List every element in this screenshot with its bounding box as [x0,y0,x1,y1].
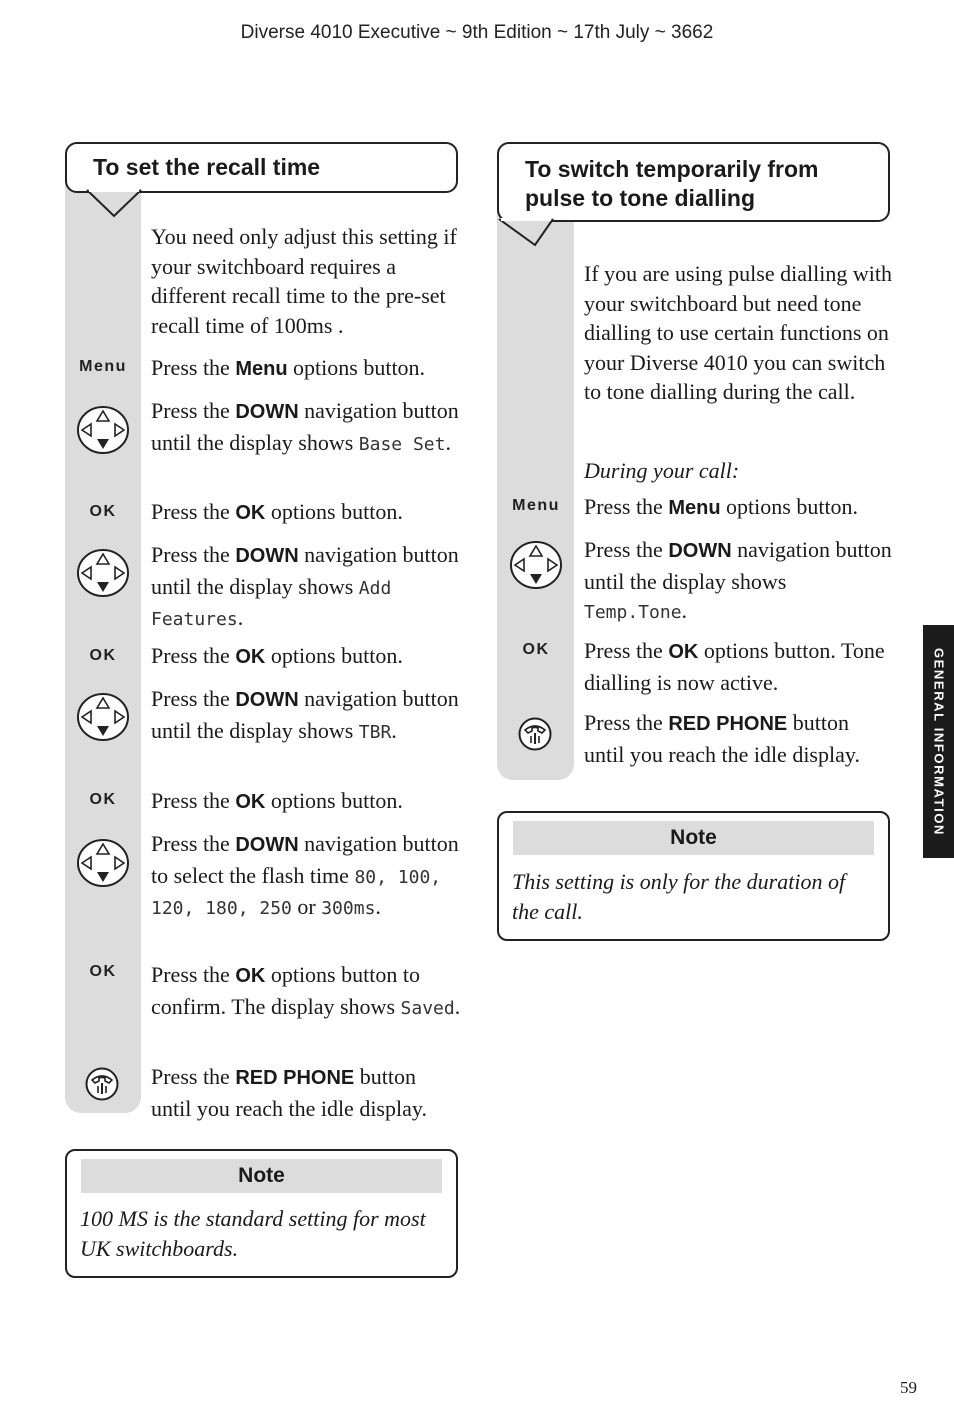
left-step-9: Press the OK options button to confirm. The display shows Saved. [151,962,461,1019]
note-text: 100 MS is the standard setting for most UK switchboards. [80,1206,426,1261]
left-step-1: Press the Menu options button. [151,355,426,380]
left-step-3: Press the OK options button. [151,499,403,524]
right-section-title: To switch temporarily from pulse to tone dialling [497,142,890,222]
right-step-1: Press the Menu options button. [584,494,859,519]
note-title: Note [81,1159,442,1193]
navigation-pad-icon [76,405,130,455]
side-tab-label: GENERAL INFORMATION [931,647,946,836]
left-section-title: To set the recall time [65,142,458,193]
note-text: This setting is only for the duration of the call. [512,869,846,924]
navigation-pad-icon [509,540,563,590]
ok-button-label: OK [89,503,117,520]
left-step-5: Press the OK options button. [151,643,403,668]
ok-button-label: OK [89,791,117,808]
navigation-pad-icon [76,838,130,888]
section-side-tab [923,625,954,858]
left-intro: You need only adjust this setting if your switchboard requires a different recall time to the pre-set recall time of 100ms . [151,224,457,338]
left-step-6: Press the DOWN navigation button until the display shows TBR. [151,686,459,743]
left-step-7: Press the OK options button. [151,788,403,813]
red-phone-icon [84,1067,120,1101]
note-title: Note [513,821,874,855]
left-step-2: Press the DOWN navigation button until the display shows Base Set. [151,398,459,455]
during-call-label: During your call: [584,458,740,483]
title-pointer [85,189,145,219]
right-intro: If you are using pulse dialling with your switchboard but need tone dialling to use certain functions on your Diverse 4010 you can switch to tone dialling during the call. [584,261,892,404]
menu-button-label: Menu [512,497,560,514]
left-step-8: Press the DOWN navigation button to select the flash time 80, 100, 120, 180, 250 or 300ms. [151,831,459,919]
title-pointer [497,218,557,248]
ok-button-label: OK [89,647,117,664]
red-phone-icon [517,717,553,751]
menu-button-label: Menu [79,358,127,375]
left-step-4: Press the DOWN navigation button until the display shows Add Features. [151,542,459,630]
right-step-strip [497,205,574,780]
page-header: Diverse 4010 Executive ~ 9th Edition ~ 17th July ~ 3662 [240,22,714,43]
right-step-3: Press the OK options button. Tone dialling is now active. [584,638,885,695]
navigation-pad-icon [76,548,130,598]
left-step-10: Press the RED PHONE button until you reach the idle display. [151,1064,427,1121]
page-number: 59 [900,1378,917,1397]
navigation-pad-icon [76,692,130,742]
right-step-2: Press the DOWN navigation button until the display shows Temp.Tone. [584,537,892,623]
right-step-4: Press the RED PHONE button until you reach the idle display. [584,710,860,767]
ok-button-label: OK [89,963,117,980]
ok-button-label: OK [522,641,550,658]
